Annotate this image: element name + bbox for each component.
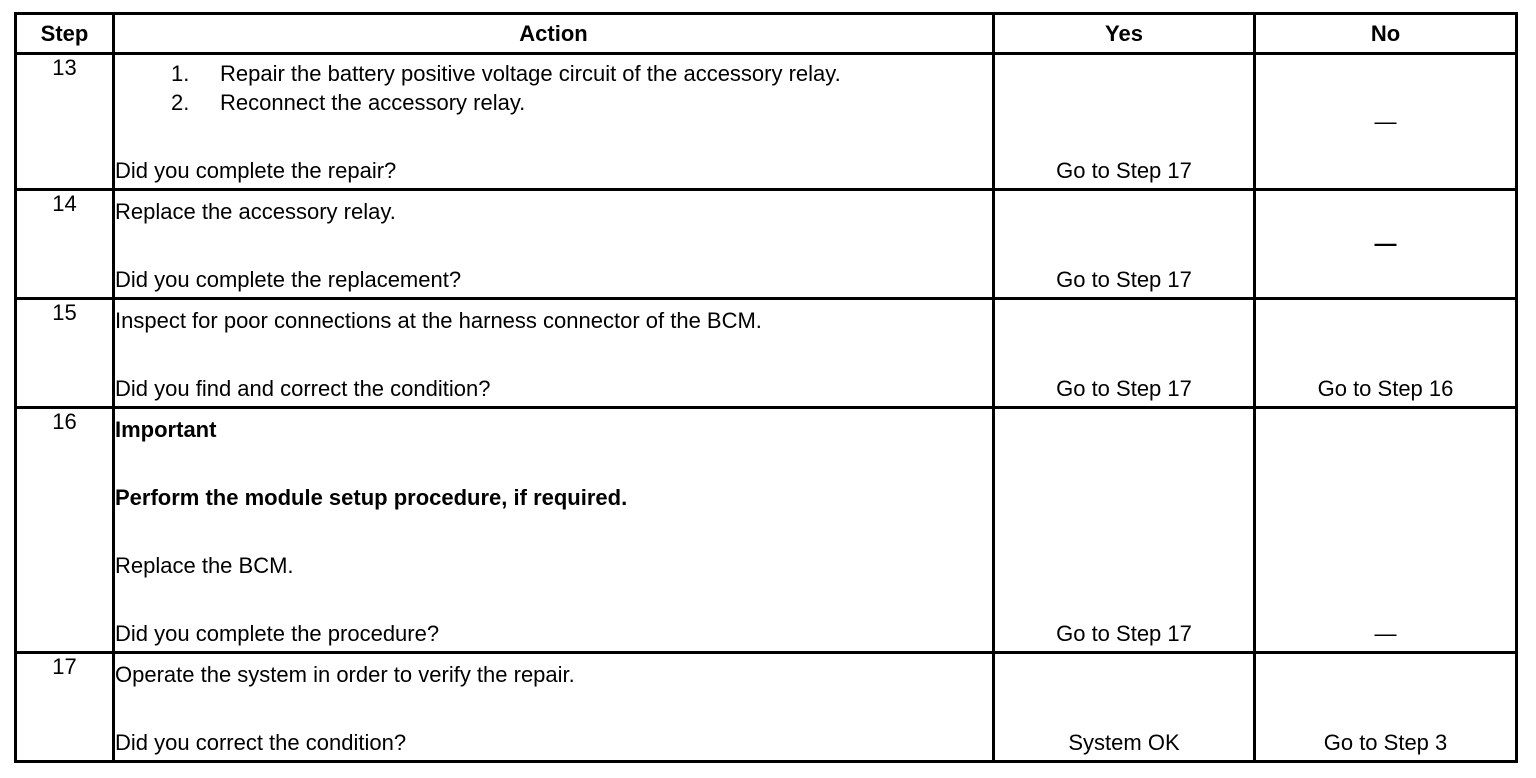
no-cell <box>1255 653 1517 762</box>
step-number: 16 <box>16 408 114 653</box>
header-step: Step <box>16 14 114 54</box>
no-result: — <box>1374 108 1397 134</box>
question-text: Did you complete the replacement? <box>115 267 462 292</box>
header-yes: Yes <box>994 14 1255 54</box>
list-text: Reconnect the accessory relay. <box>220 90 526 115</box>
header-row <box>16 14 1517 54</box>
no-cell <box>1255 408 1517 653</box>
yes-cell <box>994 54 1255 190</box>
no-result: Go to Step 3 <box>1323 730 1448 755</box>
action-cell <box>114 54 994 190</box>
diagnostic-table-wrapper <box>14 12 1515 763</box>
step-number: 17 <box>16 653 114 762</box>
step-number: 13 <box>16 54 114 190</box>
table-row <box>16 653 1517 762</box>
action-cell <box>114 408 994 653</box>
instruction-text: Replace the accessory relay. <box>115 199 396 224</box>
no-cell <box>1255 190 1517 299</box>
list-number: 1. <box>171 61 190 86</box>
yes-cell <box>994 653 1255 762</box>
no-result: Go to Step 16 <box>1317 376 1454 401</box>
yes-result: Go to Step 17 <box>1056 621 1192 646</box>
no-cell <box>1255 54 1517 190</box>
yes-result: Go to Step 17 <box>1056 376 1192 401</box>
question-text: Did you complete the procedure? <box>115 621 440 646</box>
diagnostic-table <box>14 12 1518 763</box>
important-label: Important <box>115 417 217 442</box>
instruction-text: Operate the system in order to verify the repair. <box>115 662 575 687</box>
question-text: Did you find and correct the condition? <box>115 376 491 401</box>
list-text: Repair the battery positive voltage circuit of the accessory relay. <box>220 61 841 86</box>
no-result: — <box>1374 231 1397 256</box>
question-text: Did you correct the condition? <box>115 730 407 755</box>
yes-cell <box>994 299 1255 408</box>
header-action: Action <box>114 14 994 54</box>
yes-result: System OK <box>1068 730 1180 755</box>
step-number: 15 <box>16 299 114 408</box>
yes-cell <box>994 408 1255 653</box>
action-cell <box>114 299 994 408</box>
instruction-text: Inspect for poor connections at the harness connector of the BCM. <box>115 308 762 333</box>
header-no: No <box>1255 14 1517 54</box>
action-cell <box>114 190 994 299</box>
table-row <box>16 299 1517 408</box>
question-text: Did you complete the repair? <box>115 158 397 183</box>
table-row <box>16 408 1517 653</box>
instruction-text: Replace the BCM. <box>115 553 294 578</box>
table-row <box>16 54 1517 190</box>
yes-result: Go to Step 17 <box>1056 267 1192 292</box>
yes-result: Go to Step 17 <box>1056 158 1192 183</box>
step-number: 14 <box>16 190 114 299</box>
yes-cell <box>994 190 1255 299</box>
action-cell <box>114 653 994 762</box>
no-result: — <box>1374 621 1397 646</box>
no-cell <box>1255 299 1517 408</box>
table-row <box>16 190 1517 299</box>
important-note: Perform the module setup procedure, if required. <box>115 485 628 510</box>
list-number: 2. <box>171 90 190 115</box>
